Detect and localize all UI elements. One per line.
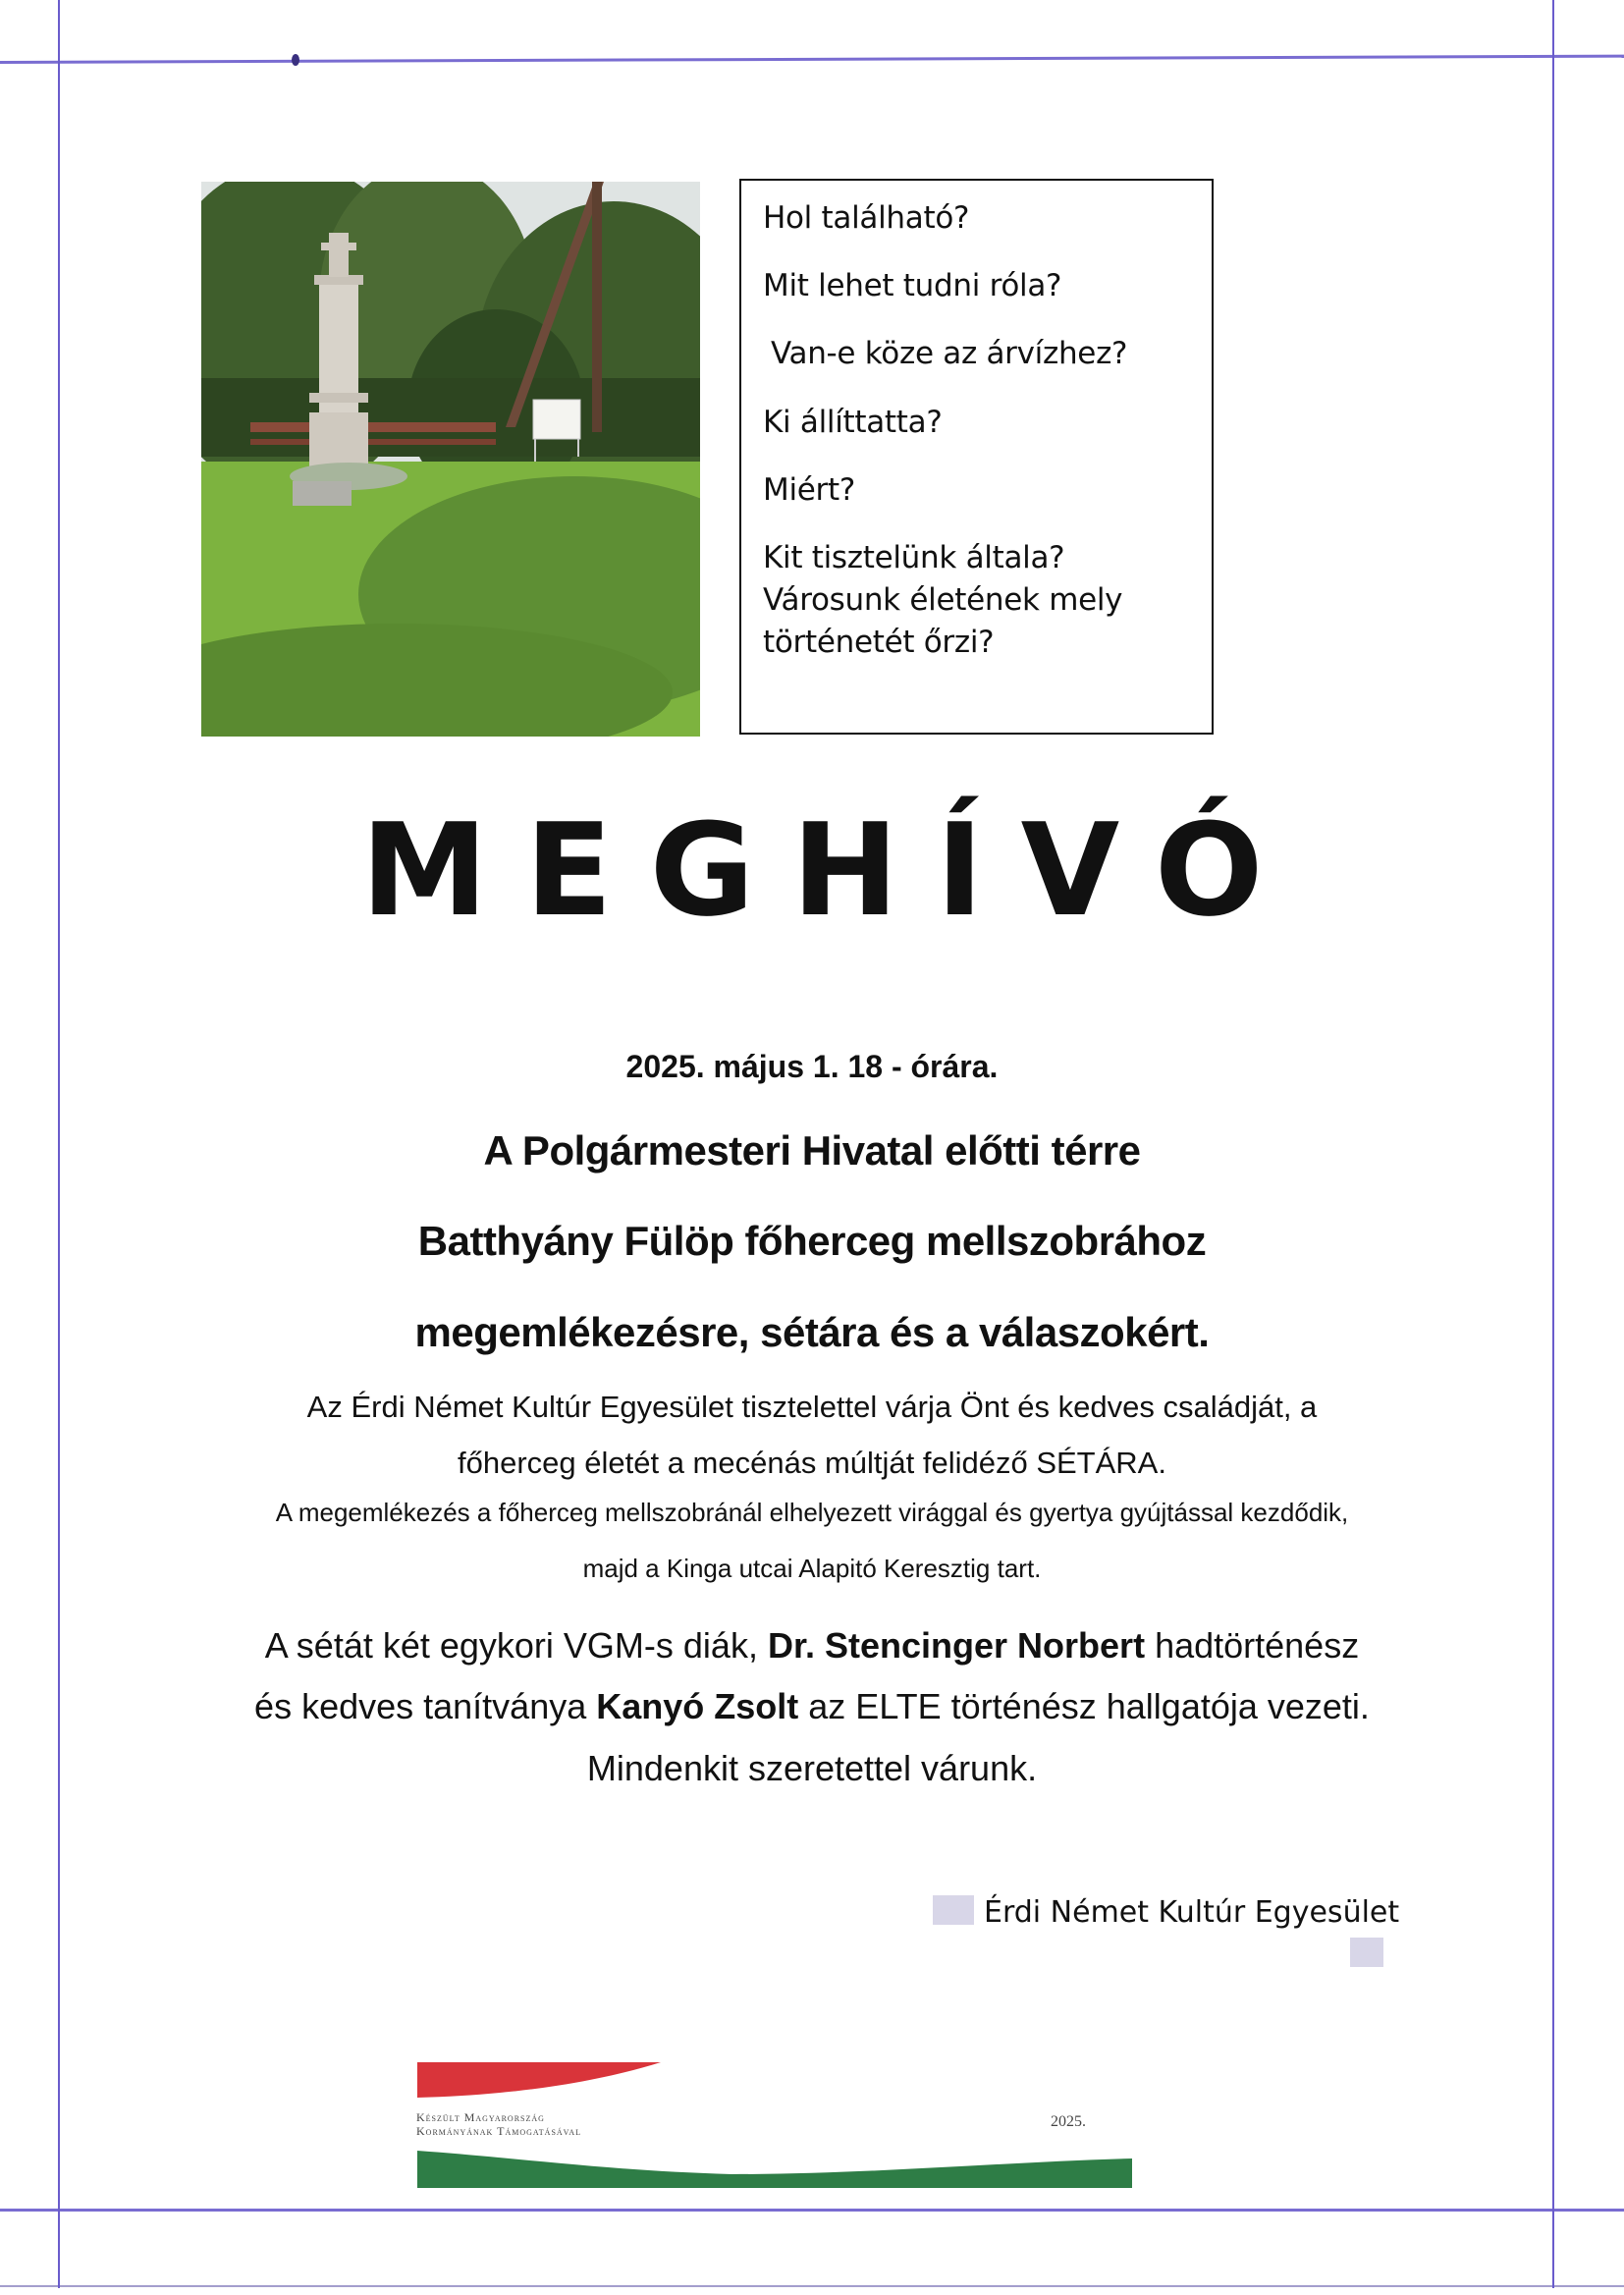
welcome-line: Mindenkit szeretettel várunk.: [586, 1748, 1038, 1788]
question-item: Van-e köze az árvízhez?: [771, 336, 1128, 372]
support-line: Készült Magyarország: [416, 2110, 545, 2124]
bottom-border-line: [0, 2209, 1624, 2212]
signature: Érdi Német Kultúr Egyesület: [984, 1895, 1400, 1930]
questions-box: [739, 179, 1214, 735]
question-item: Kit tisztelünk általa?: [763, 539, 1065, 575]
page-bottom-edge: [0, 2285, 1624, 2287]
question-item: Ki állíttatta?: [763, 404, 943, 440]
question-item: Mit lehet tudni róla?: [763, 268, 1062, 304]
walk-text: és kedves tanítványa: [254, 1686, 597, 1726]
headline-line: A Polgármesteri Hivatal előtti térre: [483, 1127, 1141, 1174]
invitation-title: MEGHÍVÓ: [360, 795, 1301, 945]
leader-name: Kanyó Zsolt: [596, 1686, 799, 1726]
body-line: Az Érdi Német Kultúr Egyesület tisztelettel várja Önt és kedves családját, a: [306, 1390, 1318, 1424]
signature-stamp: [933, 1895, 974, 1925]
leader-name: Dr. Stencinger Norbert: [767, 1625, 1146, 1666]
top-border-line: [0, 55, 1624, 64]
signature-stamp: [1350, 1938, 1383, 1967]
walk-leaders-line: [0, 1625, 1624, 1667]
walk-leaders-line: [0, 1686, 1624, 1727]
question-item: Városunk életének mely: [763, 582, 1123, 619]
footer-year: 2025.: [1051, 2113, 1086, 2130]
flag-red-band: [417, 2062, 661, 2098]
walk-text: az ELTE történész hallgatója vezeti.: [798, 1686, 1370, 1726]
headline-line: megemlékezésre, sétára és a válaszokért.: [414, 1309, 1210, 1355]
memorial-photo-image: [201, 182, 700, 737]
flag-green-band: [417, 2151, 1132, 2188]
body-line: majd a Kinga utcai Alapitó Keresztig tart.: [582, 1554, 1042, 1583]
government-support-text: [416, 2111, 581, 2139]
memorial-photo: [201, 182, 700, 737]
body-line: főherceg életét a mecénás múltját felidéző SÉTÁRA.: [458, 1446, 1166, 1480]
walk-text: A sétát két egykori VGM-s diák,: [264, 1625, 768, 1666]
headline-line: Batthyány Fülöp főherceg mellszobrához: [417, 1218, 1207, 1264]
event-date: 2025. május 1. 18 - órára.: [625, 1049, 999, 1084]
body-line: A megemlékezés a főherceg mellszobránál elhelyezett virággal és gyertya gyújtással kezdődik,: [275, 1498, 1349, 1527]
top-border-mark: [292, 54, 299, 66]
question-item: Miért?: [763, 471, 855, 508]
question-item: történetét őrzi?: [763, 625, 995, 661]
support-line: Kormányának Támogatásával: [416, 2123, 582, 2138]
question-item: Hol található?: [763, 200, 970, 236]
walk-text: hadtörténész: [1145, 1625, 1360, 1666]
